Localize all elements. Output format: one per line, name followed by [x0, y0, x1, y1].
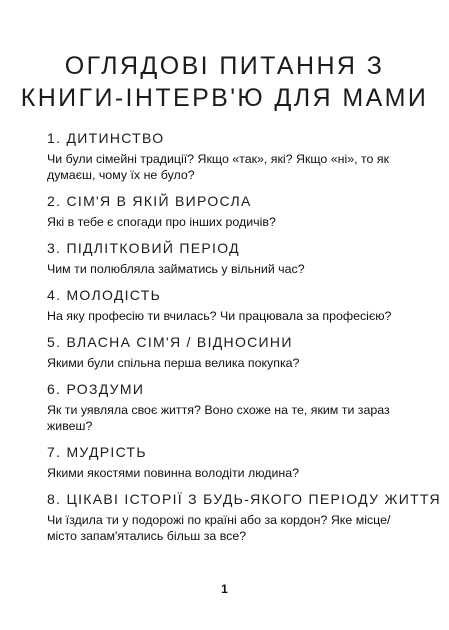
section-childhood: [47, 129, 417, 183]
section-question: Якими були спільна перша велика покупка?: [47, 356, 300, 370]
section-wisdom: [47, 443, 417, 481]
section-heading: 1. ДИТИНСТВО: [47, 130, 165, 146]
section-heading: 8. ЦІКАВІ ІСТОРІЇ З БУДЬ-ЯКОГО ПЕРІОДУ ЖИТТЯ: [47, 491, 441, 507]
page-number: 1: [221, 582, 228, 596]
section-heading: 2. СІМ'Я В ЯКІЙ ВИРОСЛА: [47, 193, 252, 209]
section-question: На яку професію ти вчилась? Чи працювала за професією?: [47, 309, 392, 323]
section-question: Чим ти полюбляла займатись у вільний час?: [47, 262, 305, 276]
section-family-grew-up: [47, 192, 417, 230]
section-heading: 3. ПІДЛІТКОВИЙ ПЕРІОД: [47, 240, 240, 256]
section-question: Чи їздила ти у подорожі по країні або за кордон? Яке місце/місто запам'ятались більш за все?: [47, 513, 391, 543]
page-title-line-2: КНИГИ-ІНТЕРВ'Ю ДЛЯ МАМИ: [20, 84, 429, 112]
section-own-family: [47, 333, 417, 371]
section-heading: 6. РОЗДУМИ: [47, 381, 145, 397]
section-heading: 7. МУДРІСТЬ: [47, 444, 147, 460]
page-title: [0, 50, 449, 114]
question-sections: [47, 129, 441, 553]
section-youth: [47, 286, 417, 324]
section-question: Чи були сімейні традиції? Якщо «так», які? Якщо «ні», то як думаєш, чому їх не було?: [47, 152, 390, 182]
section-interesting-stories: [47, 490, 441, 544]
section-question: Якими якостями повинна володіти людина?: [47, 466, 300, 480]
section-reflections: [47, 380, 417, 434]
section-question: Які в тебе є спогади про інших родичів?: [47, 215, 276, 229]
section-heading: 4. МОЛОДІСТЬ: [47, 287, 162, 303]
section-teenage-years: [47, 239, 417, 277]
section-heading: 5. ВЛАСНА СІМ'Я / ВІДНОСИНИ: [47, 334, 293, 350]
page-title-line-1: ОГЛЯДОВІ ПИТАННЯ З: [64, 52, 385, 80]
section-question: Як ти уявляла своє життя? Воно схоже на те, яким ти зараз живеш?: [47, 403, 390, 433]
